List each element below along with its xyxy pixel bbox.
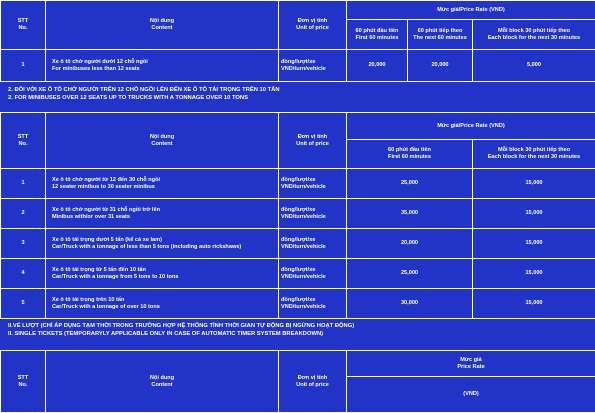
table-row — [1, 229, 595, 259]
price-first-60: 25,000 — [347, 169, 473, 199]
row-unit: đồng/lượt/xe VND/turn/vehicle — [279, 229, 347, 259]
price-first-60: 20,000 — [347, 229, 473, 259]
row-unit: đồng/lượt/xe VND/turn/vehicle — [279, 199, 347, 229]
row-unit: đồng/lượt/xe VND/turn/vehicle — [279, 50, 347, 82]
price-block-30: 15,000 — [473, 259, 595, 289]
section-II-heading — [8, 322, 354, 338]
header-stt: STT No. — [1, 113, 46, 169]
price-table-3 — [0, 350, 595, 413]
price-first-60: 25,000 — [347, 259, 473, 289]
table-row — [1, 289, 595, 319]
price-block-30: 15,000 — [473, 199, 595, 229]
header-unit: Đơn vị tính Unit of price — [279, 351, 347, 413]
row-content: Xe ô tô tải trọng dưới 5 tấn (kể cả xe lam) Car/Truck with a tonnage of less than 5 tons (including auto rickshaws) — [46, 229, 279, 259]
section-2-heading-vi: 2. ĐỐI VỚI XE Ô TÔ CHỞ NGƯỜI TRÊN 12 CHỖ NGỒI LÊN ĐẾN XE Ô TÔ TẢI TRỌNG TRÊN 10 TẤN — [8, 86, 280, 94]
header-block-30: Mỗi block 30 phút tiếp theo Each block for the next 30 minutes — [473, 20, 595, 50]
header-first-60: 60 phút đầu tiên First 60 minutes — [347, 140, 473, 169]
price-first-60: 35,000 — [347, 199, 473, 229]
table-row — [1, 199, 595, 229]
row-number: 1 — [1, 50, 46, 82]
header-unit: Đơn vị tính Unit of price — [279, 1, 347, 50]
price-block-30: 15,000 — [473, 229, 595, 259]
row-content: Xe ô tô tải trọng từ 5 tấn đến 10 tấn Car/Truck with a tonnage from 5 tons to 10 tons — [46, 259, 279, 289]
header-stt: STT No. — [1, 1, 46, 50]
header-price: Mức giá Price Rate — [347, 351, 595, 377]
row-number: 4 — [1, 259, 46, 289]
header-next-60: 60 phút tiếp theo The next 60 minutes — [408, 20, 473, 50]
price-block-30: 15,000 — [473, 289, 595, 319]
price-table-1 — [0, 0, 595, 82]
row-number: 3 — [1, 229, 46, 259]
price-first-60: 20,000 — [347, 50, 408, 82]
header-stt: STT No. — [1, 351, 46, 413]
row-content: Xe ô tô chở người từ 12 đến 30 chỗ ngồi 12 seater minibus to 30 seater minibus — [46, 169, 279, 199]
table-row — [1, 169, 595, 199]
section-2-heading-en: 2. FOR MINIBUSES OVER 12 SEATS UP TO TRUCKS WITH A TONNAGE OVER 10 TONS — [8, 94, 280, 102]
row-number: 1 — [1, 169, 46, 199]
section-II-heading-en: II. SINGLE TICKETS (TEMPORARYLY APPLICABLE ONLY IN CASE OF AUTOMATIC TIMER SYSTEM BREAKDOWN) — [8, 330, 354, 338]
table-row — [1, 259, 595, 289]
header-price-rate: Mức giá/Price Rate (VND) — [347, 1, 595, 20]
row-number: 5 — [1, 289, 46, 319]
section-2-heading — [8, 86, 280, 102]
row-unit: đồng/lượt/xe VND/turn/vehicle — [279, 169, 347, 199]
header-content: Nội dung Content — [46, 351, 279, 413]
row-content: Xe ô tô chở người từ 31 chỗ ngồi trở lên Minibus with/or over 31 seats — [46, 199, 279, 229]
row-unit: đồng/lượt/xe VND/turn/vehicle — [279, 289, 347, 319]
section-II-heading-vi: II.VÉ LƯỢT (CHỈ ÁP DỤNG TẠM THỜI TRONG TRƯỜNG HỢP HỆ THỐNG TÍNH THỜI GIAN TỰ ĐỘNG BỊ NGỪNG HOẠT ĐỘNG) — [8, 322, 354, 330]
header-price-rate: Mức giá/Price Rate (VND) — [347, 113, 595, 140]
table-row — [1, 50, 595, 82]
price-next-60: 20,000 — [408, 50, 473, 82]
header-currency: (VND) — [347, 377, 595, 413]
header-first-60: 60 phút đầu tiên First 60 minutes — [347, 20, 408, 50]
header-unit: Đơn vị tính Unit of price — [279, 113, 347, 169]
price-first-60: 30,000 — [347, 289, 473, 319]
price-table-2 — [0, 112, 595, 319]
row-number: 2 — [1, 199, 46, 229]
row-content: Xe ô tô chở người dưới 12 chỗ ngồi For minibuses less than 12 seats — [46, 50, 279, 82]
header-content: Nội dung Content — [46, 1, 279, 50]
row-content: Xe ô tô tải trọng trên 10 tấn Car/Truck with a tonnage of over 10 tons — [46, 289, 279, 319]
row-unit: đồng/lượt/xe VND/turn/vehicle — [279, 259, 347, 289]
price-block-30: 15,000 — [473, 169, 595, 199]
header-block-30: Mỗi block 30 phút tiếp theo Each block for the next 30 minutes — [473, 140, 595, 169]
header-content: Nội dung Content — [46, 113, 279, 169]
price-block-30: 5,000 — [473, 50, 595, 82]
